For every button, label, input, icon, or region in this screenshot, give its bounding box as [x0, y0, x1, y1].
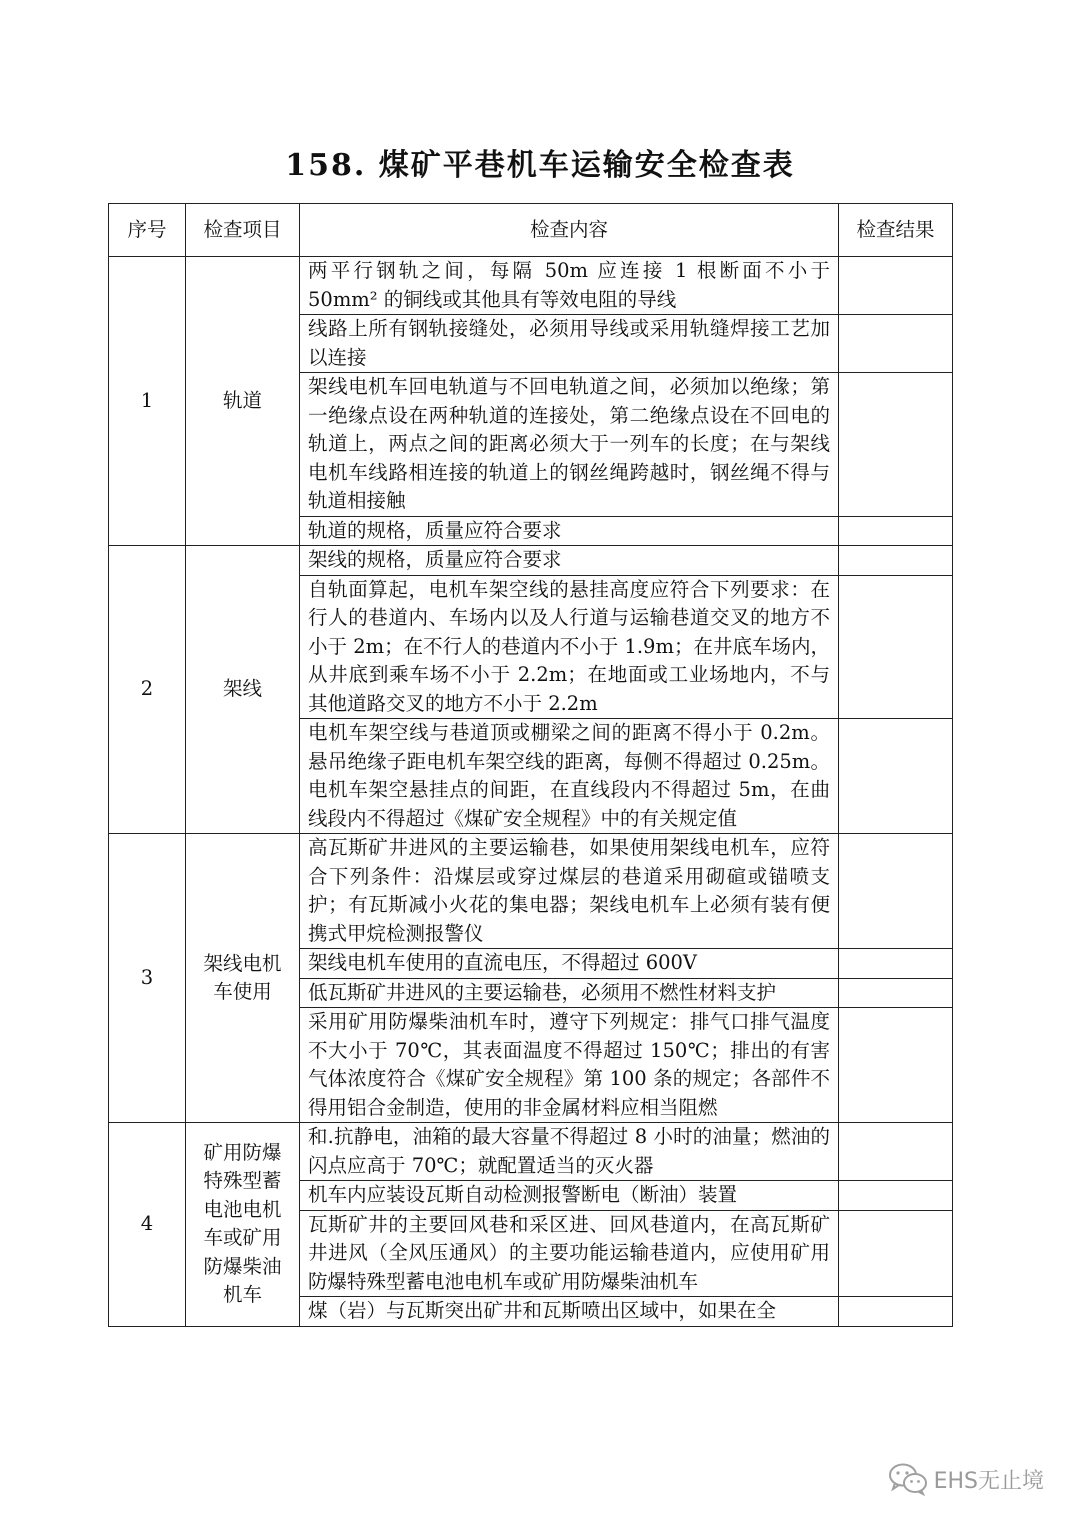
result-cell[interactable] — [839, 516, 953, 546]
seq-cell: 2 — [109, 546, 186, 834]
content-cell: 煤（岩）与瓦斯突出矿井和瓦斯喷出区域中，如果在全 — [300, 1297, 839, 1327]
inspection-table — [108, 203, 953, 1327]
content-cell: 自轨面算起，电机车架空线的悬挂高度应符合下列要求：在行人的巷道内、车场内以及人行道与运输巷道交叉的地方不小于 2m；在不行人的巷道内不小于 1.9m；在井底车场内，从井底到乘车场不小于 2.2m；在地面或工业场地内，不与其他道路交叉的地方不小于 2.2m — [300, 575, 839, 719]
table-row — [109, 1123, 953, 1181]
result-cell[interactable] — [839, 373, 953, 517]
seq-cell: 1 — [109, 257, 186, 546]
content-cell: 和.抗静电，油箱的最大容量不得超过 8 小时的油量；燃油的闪点应高于 70℃；就配置适当的灭火器 — [300, 1123, 839, 1181]
table-header-row — [109, 204, 953, 257]
item-cell: 架线电机车使用 — [186, 834, 300, 1123]
watermark — [888, 1462, 1044, 1496]
result-cell[interactable] — [839, 315, 953, 373]
header-content: 检查内容 — [300, 204, 839, 257]
result-cell[interactable] — [839, 949, 953, 979]
seq-cell: 4 — [109, 1123, 186, 1327]
result-cell[interactable] — [839, 1123, 953, 1181]
result-cell[interactable] — [839, 1181, 953, 1211]
seq-cell: 3 — [109, 834, 186, 1123]
result-cell[interactable] — [839, 978, 953, 1008]
item-cell: 矿用防爆特殊型蓄电池电机车或矿用防爆柴油机车 — [186, 1123, 300, 1327]
content-cell: 高瓦斯矿井进风的主要运输巷，如果使用架线电机车，应符合下列条件：沿煤层或穿过煤层的巷道采用砌碹或锚喷支护；有瓦斯减小火花的集电器；架线电机车上必须有装有便携式甲烷检测报警仪 — [300, 834, 839, 949]
header-seq: 序号 — [109, 204, 186, 257]
table-row — [109, 257, 953, 315]
content-cell: 采用矿用防爆柴油机车时，遵守下列规定：排气口排气温度不大小于 70℃，其表面温度不得超过 150℃；排出的有害气体浓度符合《煤矿安全规程》第 100 条的规定；各部件不得用铝合金制造，使用的非金属材料应相当阻燃 — [300, 1008, 839, 1123]
result-cell[interactable] — [839, 1297, 953, 1327]
result-cell[interactable] — [839, 1008, 953, 1123]
table-row — [109, 834, 953, 949]
content-cell: 瓦斯矿井的主要回风巷和采区进、回风巷道内，在高瓦斯矿井进风（全风压通风）的主要功能运输巷道内，应使用矿用防爆特殊型蓄电池电机车或矿用防爆柴油机车 — [300, 1210, 839, 1297]
result-cell[interactable] — [839, 257, 953, 315]
result-cell[interactable] — [839, 834, 953, 949]
content-cell: 电机车架空线与巷道顶或棚梁之间的距离不得小于 0.2m。悬吊绝缘子距电机车架空线的距离，每侧不得超过 0.25m。电机车架空悬挂点的间距，在直线段内不得超过 5m，在曲线段内不得超过《煤矿安全规程》中的有关规定值 — [300, 719, 839, 834]
content-cell: 两平行钢轨之间，每隔 50m 应连接 1 根断面不小于 50mm² 的铜线或其他具有等效电阻的导线 — [300, 257, 839, 315]
content-cell: 架线的规格，质量应符合要求 — [300, 546, 839, 576]
table-row — [109, 546, 953, 576]
result-cell[interactable] — [839, 1210, 953, 1297]
result-cell[interactable] — [839, 546, 953, 576]
watermark-text: EHS无止境 — [933, 1468, 1044, 1494]
content-cell: 架线电机车使用的直流电压，不得超过 600Ⅴ — [300, 949, 839, 979]
result-cell[interactable] — [839, 575, 953, 719]
header-result: 检查结果 — [839, 204, 953, 257]
header-item: 检查项目 — [186, 204, 300, 257]
content-cell: 轨道的规格，质量应符合要求 — [300, 516, 839, 546]
result-cell[interactable] — [839, 719, 953, 834]
content-cell: 低瓦斯矿井进风的主要运输巷，必须用不燃性材料支护 — [300, 978, 839, 1008]
content-cell: 线路上所有钢轨接缝处，必须用导线或采用轨缝焊接工艺加以连接 — [300, 315, 839, 373]
page-title: 158. 煤矿平巷机车运输安全检查表 — [285, 148, 795, 183]
item-cell: 轨道 — [186, 257, 300, 546]
content-cell: 机车内应装设瓦斯自动检测报警断电（断油）装置 — [300, 1181, 839, 1211]
item-cell: 架线 — [186, 546, 300, 834]
content-cell: 架线电机车回电轨道与不回电轨道之间，必须加以绝缘；第一绝缘点设在两种轨道的连接处，第二绝缘点设在不回电的轨道上，两点之间的距离必须大于一列车的长度；在与架线电机车线路相连接的轨道上的钢丝绳跨越时，钢丝绳不得与轨道相接触 — [300, 373, 839, 517]
wechat-icon — [888, 1462, 928, 1496]
